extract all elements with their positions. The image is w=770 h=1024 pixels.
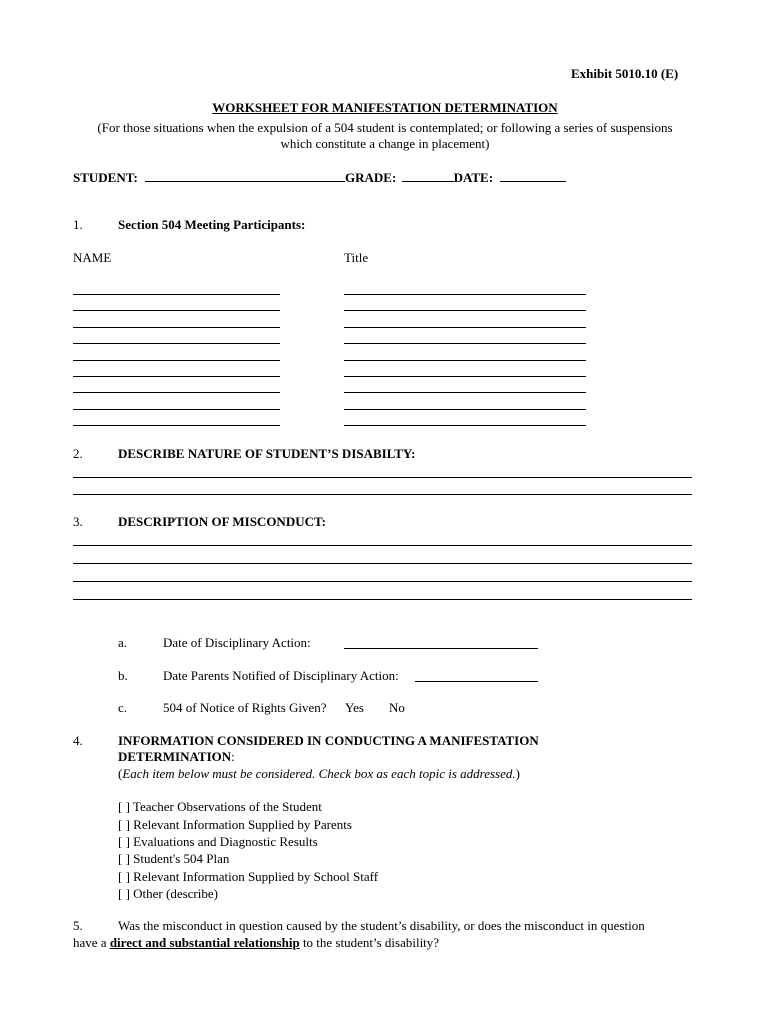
date-label: DATE: <box>453 170 494 185</box>
participant-name-line[interactable] <box>73 409 280 410</box>
section-4-heading-colon: : <box>231 749 235 764</box>
page-title: WORKSHEET FOR MANIFESTATION DETERMINATION <box>212 100 558 115</box>
participant-title-line[interactable] <box>344 310 586 311</box>
checklist-item[interactable]: [ ] Relevant Information Supplied by School Staff <box>118 869 379 884</box>
student-field[interactable] <box>145 169 345 182</box>
checklist-item[interactable]: [ ] Relevant Information Supplied by Parents <box>118 817 352 832</box>
section-3-heading: DESCRIPTION OF MISCONDUCT: <box>118 514 327 529</box>
misconduct-line[interactable] <box>73 599 692 600</box>
student-label: STUDENT: <box>73 170 138 185</box>
instruction-close-paren: ) <box>515 766 520 781</box>
instruction-text: Each item below must be considered. Check box as each topic is addressed. <box>122 766 516 781</box>
item-b-label: Date Parents Notified of Disciplinary Action: <box>163 668 399 683</box>
section-1-heading: Section 504 Meeting Participants: <box>118 217 306 232</box>
section-5-question-line-2 <box>73 935 439 951</box>
misconduct-line[interactable] <box>73 563 692 564</box>
participant-name-line[interactable] <box>73 425 280 426</box>
checklist-item[interactable]: [ ] Student's 504 Plan <box>118 851 230 866</box>
subtitle-line-2: which constitute a change in placement) <box>280 136 490 151</box>
participant-name-line[interactable] <box>73 360 280 361</box>
item-a-label: Date of Disciplinary Action: <box>163 635 311 650</box>
student-info-row <box>73 169 566 186</box>
question-pre: have a <box>73 935 110 950</box>
item-c-letter: c. <box>118 700 128 715</box>
section-4-heading-line-2 <box>118 749 235 765</box>
participant-name-line[interactable] <box>73 294 280 295</box>
misconduct-line[interactable] <box>73 581 692 582</box>
misconduct-line[interactable] <box>73 545 692 546</box>
subtitle-line-1: (For those situations when the expulsion of a 504 student is contemplated; or following a series of suspensions <box>97 120 673 135</box>
item-b-letter: b. <box>118 668 128 683</box>
question-post: to the student’s disability? <box>299 935 440 950</box>
title-column-header: Title <box>344 250 369 265</box>
section-4-number: 4. <box>73 733 83 748</box>
disability-line[interactable] <box>73 494 692 495</box>
section-2-number: 2. <box>73 446 83 461</box>
name-column-header: NAME <box>73 250 112 265</box>
section-3-number: 3. <box>73 514 83 529</box>
parents-notified-date-field[interactable] <box>415 669 538 682</box>
section-5-number: 5. <box>73 918 83 933</box>
checklist-item[interactable]: [ ] Evaluations and Diagnostic Results <box>118 834 318 849</box>
section-1-number: 1. <box>73 217 83 232</box>
instruction-open-paren: ( <box>118 766 123 781</box>
participant-name-line[interactable] <box>73 392 280 393</box>
question-emphasis: direct and substantial relationship <box>109 935 300 950</box>
section-4-instruction <box>118 766 520 782</box>
section-4-heading-line-1: INFORMATION CONSIDERED IN CONDUCTING A MANIFESTATION <box>118 733 539 748</box>
participant-title-line[interactable] <box>344 327 586 328</box>
participant-title-line[interactable] <box>344 409 586 410</box>
participant-name-line[interactable] <box>73 310 280 311</box>
participant-title-line[interactable] <box>344 392 586 393</box>
participant-title-line[interactable] <box>344 294 586 295</box>
item-c-label: 504 of Notice of Rights Given? <box>163 700 327 715</box>
disability-line[interactable] <box>73 477 692 478</box>
date-field[interactable] <box>500 169 566 182</box>
participant-title-line[interactable] <box>344 343 586 344</box>
grade-label: GRADE: <box>345 170 397 185</box>
checklist-item[interactable]: [ ] Teacher Observations of the Student <box>118 799 322 814</box>
participant-title-line[interactable] <box>344 360 586 361</box>
checklist-item[interactable]: [ ] Other (describe) <box>118 886 218 901</box>
section-2-heading: DESCRIBE NATURE OF STUDENT’S DISABILTY: <box>118 446 416 461</box>
item-a-letter: a. <box>118 635 128 650</box>
participant-title-line[interactable] <box>344 376 586 377</box>
participant-title-line[interactable] <box>344 425 586 426</box>
disciplinary-action-date-field[interactable] <box>344 636 538 649</box>
no-option[interactable]: No <box>389 700 405 715</box>
participant-name-line[interactable] <box>73 376 280 377</box>
section-4-heading-word: DETERMINATION <box>118 749 232 764</box>
participant-name-line[interactable] <box>73 343 280 344</box>
exhibit-number: Exhibit 5010.10 (E) <box>571 66 679 81</box>
section-5-question-line-1: Was the misconduct in question caused by the student’s disability, or does the misconduct in question <box>118 918 645 933</box>
participant-name-line[interactable] <box>73 327 280 328</box>
yes-option[interactable]: Yes <box>345 700 364 715</box>
grade-field[interactable] <box>402 169 454 182</box>
